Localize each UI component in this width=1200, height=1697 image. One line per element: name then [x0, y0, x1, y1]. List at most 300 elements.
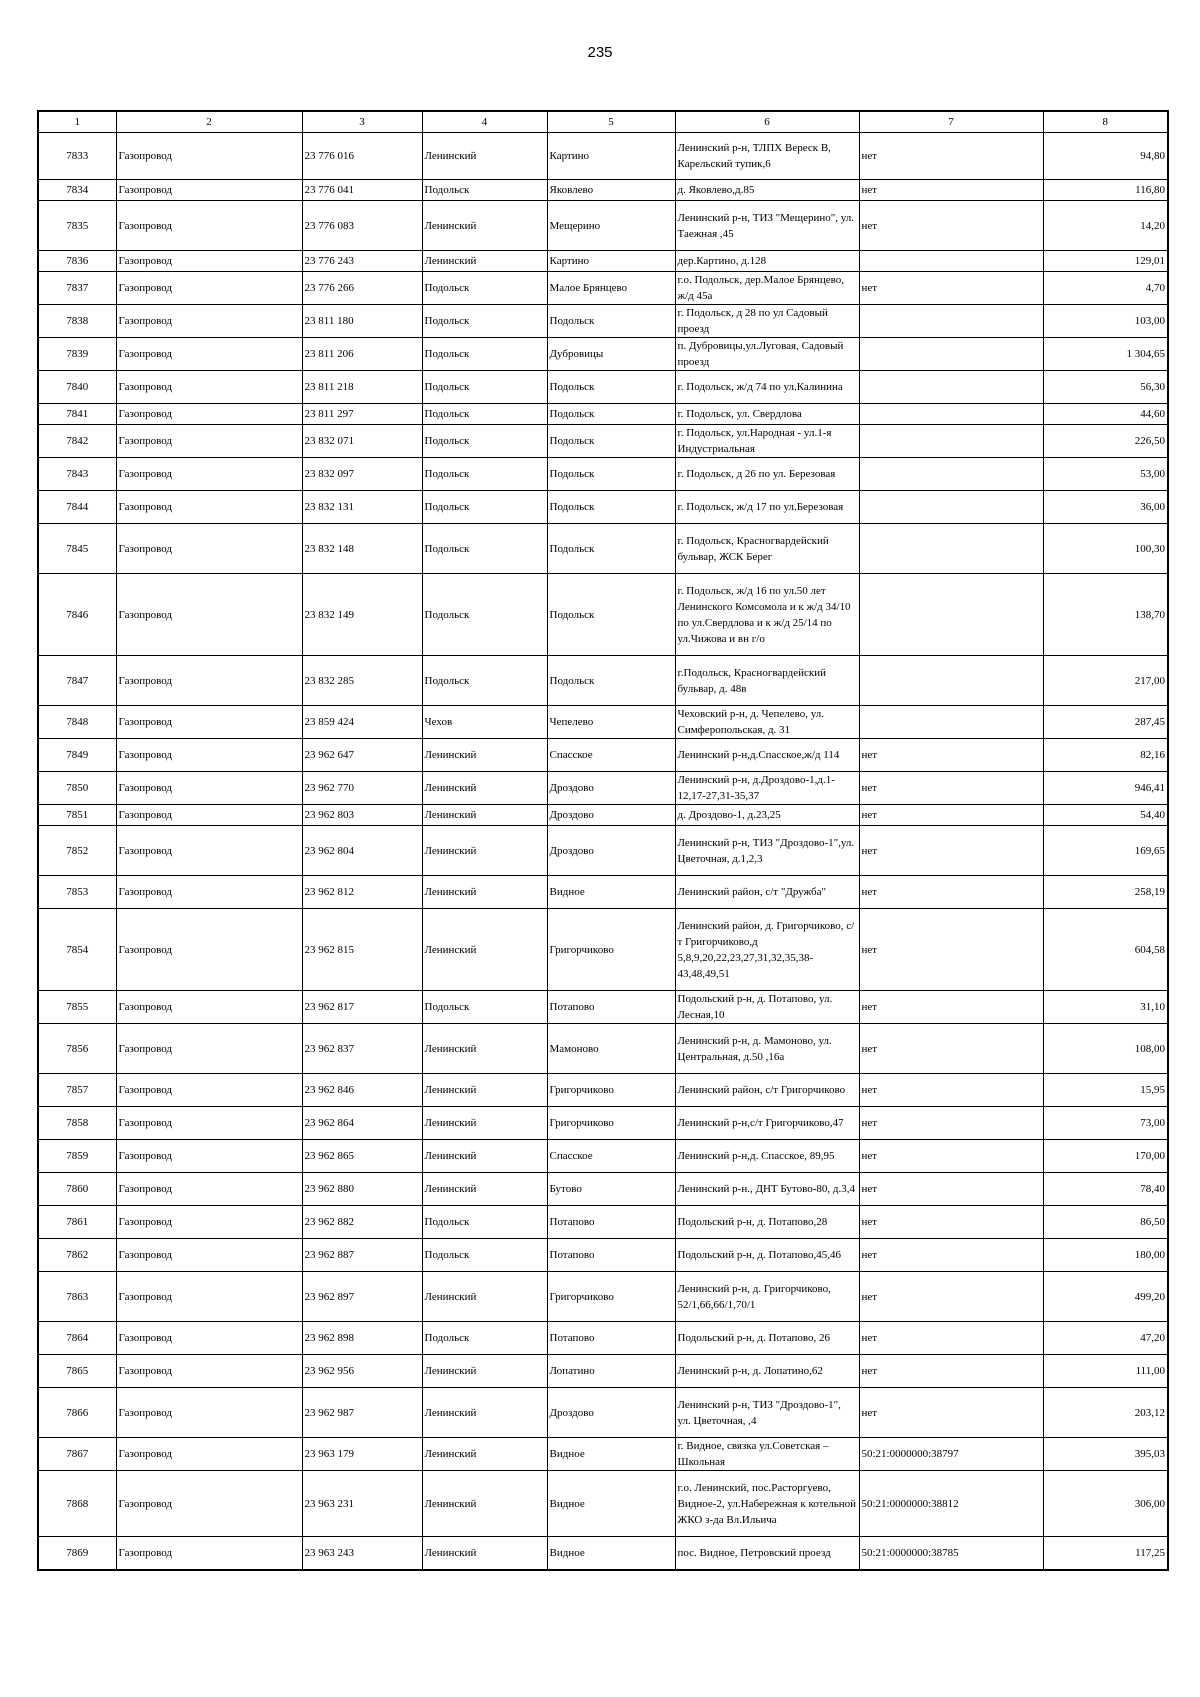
cell-object-type: Газопровод — [116, 739, 302, 772]
table-row — [38, 1537, 1168, 1570]
cell-locality: Дроздово — [547, 826, 675, 876]
cell-cadastral-number: нет — [859, 1024, 1043, 1074]
cell-value: 499,20 — [1043, 1272, 1168, 1322]
cell-locality: Видное — [547, 1438, 675, 1471]
cell-row-number: 7865 — [38, 1355, 116, 1388]
cell-value: 111,00 — [1043, 1355, 1168, 1388]
cell-row-number: 7855 — [38, 991, 116, 1024]
cell-value: 116,80 — [1043, 180, 1168, 201]
cell-locality: Григорчиково — [547, 1272, 675, 1322]
cell-district: Ленинский — [422, 805, 547, 826]
cell-row-number: 7859 — [38, 1140, 116, 1173]
cell-row-number: 7860 — [38, 1173, 116, 1206]
cell-cadastral-number: нет — [859, 909, 1043, 991]
cell-value: 47,20 — [1043, 1322, 1168, 1355]
cell-district: Подольск — [422, 1206, 547, 1239]
cell-object-code: 23 962 804 — [302, 826, 422, 876]
cell-object-code: 23 962 956 — [302, 1355, 422, 1388]
table-row — [38, 1140, 1168, 1173]
cell-row-number: 7856 — [38, 1024, 116, 1074]
cell-district: Подольск — [422, 524, 547, 574]
column-header: 2 — [116, 111, 302, 133]
cell-address: г. Видное, связка ул.Советская – Школьная — [675, 1438, 859, 1471]
cell-locality: Мамоново — [547, 1024, 675, 1074]
cell-object-type: Газопровод — [116, 909, 302, 991]
cell-district: Ленинский — [422, 1388, 547, 1438]
cell-locality: Подольск — [547, 524, 675, 574]
cell-object-code: 23 832 149 — [302, 574, 422, 656]
table-row — [38, 656, 1168, 706]
cell-locality: Подольск — [547, 458, 675, 491]
cell-object-code: 23 962 887 — [302, 1239, 422, 1272]
cell-address: г. Подольск, ж/д 16 по ул.50 лет Ленинского Комсомола и к ж/д 34/10 по ул.Свердлова и к ж/д 25/14 по ул.Чижова и вн г/о — [675, 574, 859, 656]
cell-value: 94,80 — [1043, 133, 1168, 180]
cell-object-type: Газопровод — [116, 1173, 302, 1206]
cell-address: г. Подольск, ул.Народная - ул.1-я Индустриальная — [675, 425, 859, 458]
cell-cadastral-number — [859, 491, 1043, 524]
cell-district: Ленинский — [422, 1355, 547, 1388]
cell-cadastral-number: 50:21:0000000:38797 — [859, 1438, 1043, 1471]
cell-district: Подольск — [422, 1239, 547, 1272]
cell-value: 203,12 — [1043, 1388, 1168, 1438]
table-row — [38, 574, 1168, 656]
cell-address: д. Дроздово-1, д.23,25 — [675, 805, 859, 826]
cell-object-code: 23 776 266 — [302, 272, 422, 305]
cell-object-code: 23 811 206 — [302, 338, 422, 371]
cell-value: 56,30 — [1043, 371, 1168, 404]
cell-district: Подольск — [422, 656, 547, 706]
cell-object-code: 23 776 041 — [302, 180, 422, 201]
cell-value: 82,16 — [1043, 739, 1168, 772]
cell-object-type: Газопровод — [116, 251, 302, 272]
cell-object-code: 23 962 846 — [302, 1074, 422, 1107]
cell-address: дер.Картино, д.128 — [675, 251, 859, 272]
cell-row-number: 7836 — [38, 251, 116, 272]
cell-row-number: 7845 — [38, 524, 116, 574]
cell-object-code: 23 962 865 — [302, 1140, 422, 1173]
cell-district: Подольск — [422, 491, 547, 524]
cell-locality: Спасское — [547, 739, 675, 772]
cell-cadastral-number — [859, 574, 1043, 656]
cell-district: Подольск — [422, 180, 547, 201]
cell-object-code: 23 832 071 — [302, 425, 422, 458]
column-header: 7 — [859, 111, 1043, 133]
cell-row-number: 7833 — [38, 133, 116, 180]
cell-district: Подольск — [422, 1322, 547, 1355]
cell-object-type: Газопровод — [116, 876, 302, 909]
cell-address: Ленинский р-н, д.Дроздово-1,д.1-12,17-27,31-35,37 — [675, 772, 859, 805]
cell-row-number: 7847 — [38, 656, 116, 706]
cell-cadastral-number: 50:21:0000000:38812 — [859, 1471, 1043, 1537]
cell-district: Ленинский — [422, 251, 547, 272]
cell-row-number: 7861 — [38, 1206, 116, 1239]
cell-cadastral-number: нет — [859, 1074, 1043, 1107]
cell-row-number: 7862 — [38, 1239, 116, 1272]
cell-address: г. Подольск, ж/д 74 по ул.Калинина — [675, 371, 859, 404]
cell-object-code: 23 832 131 — [302, 491, 422, 524]
cell-address: Подольский р-н, д. Потапово,45,46 — [675, 1239, 859, 1272]
cell-object-type: Газопровод — [116, 425, 302, 458]
cell-locality: Спасское — [547, 1140, 675, 1173]
cell-value: 258,19 — [1043, 876, 1168, 909]
cell-row-number: 7837 — [38, 272, 116, 305]
cell-locality: Бутово — [547, 1173, 675, 1206]
cell-district: Подольск — [422, 991, 547, 1024]
cell-locality: Подольск — [547, 574, 675, 656]
cell-district: Чехов — [422, 706, 547, 739]
cell-district: Ленинский — [422, 739, 547, 772]
cell-district: Ленинский — [422, 1272, 547, 1322]
cell-object-type: Газопровод — [116, 404, 302, 425]
cell-object-type: Газопровод — [116, 1322, 302, 1355]
cell-value: 395,03 — [1043, 1438, 1168, 1471]
cell-object-code: 23 962 817 — [302, 991, 422, 1024]
cell-value: 604,58 — [1043, 909, 1168, 991]
cell-cadastral-number — [859, 656, 1043, 706]
cell-cadastral-number — [859, 371, 1043, 404]
cell-value: 15,95 — [1043, 1074, 1168, 1107]
cell-cadastral-number: нет — [859, 826, 1043, 876]
table-row — [38, 1107, 1168, 1140]
cell-object-code: 23 962 837 — [302, 1024, 422, 1074]
cell-row-number: 7834 — [38, 180, 116, 201]
table-row — [38, 458, 1168, 491]
cell-district: Подольск — [422, 574, 547, 656]
cell-address: Ленинский р-н,д.Спасское,ж/д 114 — [675, 739, 859, 772]
table-row — [38, 1206, 1168, 1239]
cell-cadastral-number: нет — [859, 991, 1043, 1024]
table-row — [38, 272, 1168, 305]
cell-district: Ленинский — [422, 1471, 547, 1537]
cell-value: 117,25 — [1043, 1537, 1168, 1570]
cell-object-code: 23 962 897 — [302, 1272, 422, 1322]
cell-locality: Подольск — [547, 404, 675, 425]
cell-row-number: 7863 — [38, 1272, 116, 1322]
cell-address: Ленинский р-н,с/т Григорчиково,47 — [675, 1107, 859, 1140]
cell-row-number: 7835 — [38, 201, 116, 251]
cell-object-type: Газопровод — [116, 1024, 302, 1074]
table-row — [38, 805, 1168, 826]
cell-locality: Видное — [547, 876, 675, 909]
cell-value: 226,50 — [1043, 425, 1168, 458]
cell-district: Подольск — [422, 458, 547, 491]
cell-value: 287,45 — [1043, 706, 1168, 739]
cell-locality: Видное — [547, 1471, 675, 1537]
cell-value: 4,70 — [1043, 272, 1168, 305]
cell-row-number: 7866 — [38, 1388, 116, 1438]
cell-object-code: 23 962 812 — [302, 876, 422, 909]
cell-object-type: Газопровод — [116, 1355, 302, 1388]
cell-locality: Лопатино — [547, 1355, 675, 1388]
cell-cadastral-number: нет — [859, 1107, 1043, 1140]
cell-cadastral-number — [859, 251, 1043, 272]
cell-address: Ленинский р-н, ТИЗ "Дроздово-1", ул. Цветочная, ,4 — [675, 1388, 859, 1438]
cell-cadastral-number: нет — [859, 133, 1043, 180]
table-row — [38, 1239, 1168, 1272]
cell-address: Ленинский район, с/т Григорчиково — [675, 1074, 859, 1107]
cell-row-number: 7867 — [38, 1438, 116, 1471]
cell-district: Подольск — [422, 425, 547, 458]
cell-cadastral-number: нет — [859, 1355, 1043, 1388]
cell-object-type: Газопровод — [116, 458, 302, 491]
cell-object-type: Газопровод — [116, 1074, 302, 1107]
cell-cadastral-number: нет — [859, 1206, 1043, 1239]
cell-district: Подольск — [422, 404, 547, 425]
cell-object-code: 23 962 864 — [302, 1107, 422, 1140]
cell-cadastral-number — [859, 524, 1043, 574]
cell-cadastral-number: нет — [859, 201, 1043, 251]
cell-row-number: 7853 — [38, 876, 116, 909]
cell-address: Подольский р-н, д. Потапово, ул. Лесная,10 — [675, 991, 859, 1024]
cell-object-code: 23 962 803 — [302, 805, 422, 826]
cell-object-type: Газопровод — [116, 1272, 302, 1322]
table-row — [38, 1024, 1168, 1074]
cell-row-number: 7844 — [38, 491, 116, 524]
cell-address: г. Подольск, д 28 по ул Садовый проезд — [675, 305, 859, 338]
table-row — [38, 491, 1168, 524]
cell-address: Ленинский р-н, д. Лопатино,62 — [675, 1355, 859, 1388]
cell-value: 1 304,65 — [1043, 338, 1168, 371]
cell-cadastral-number: нет — [859, 1239, 1043, 1272]
cell-address: г.Подольск, Красногвардейский бульвар, д. 48в — [675, 656, 859, 706]
cell-locality: Яковлево — [547, 180, 675, 201]
cell-row-number: 7869 — [38, 1537, 116, 1570]
cell-cadastral-number — [859, 404, 1043, 425]
cell-district: Ленинский — [422, 1107, 547, 1140]
table-row — [38, 1272, 1168, 1322]
cell-address: Ленинский р-н, д. Григорчиково, 52/1,66,66/1,70/1 — [675, 1272, 859, 1322]
column-header: 5 — [547, 111, 675, 133]
cell-address: Подольский р-н, д. Потапово, 26 — [675, 1322, 859, 1355]
cell-locality: Потапово — [547, 991, 675, 1024]
cell-value: 217,00 — [1043, 656, 1168, 706]
cell-object-type: Газопровод — [116, 1239, 302, 1272]
cell-address: Ленинский район, с/т "Дружба" — [675, 876, 859, 909]
cell-object-code: 23 811 218 — [302, 371, 422, 404]
table-row — [38, 991, 1168, 1024]
cell-district: Ленинский — [422, 1537, 547, 1570]
table-row — [38, 180, 1168, 201]
cell-value: 31,10 — [1043, 991, 1168, 1024]
cell-row-number: 7846 — [38, 574, 116, 656]
cell-address: Ленинский район, д. Григорчиково, с/т Григорчиково,д 5,8,9,20,22,23,27,31,32,35,38-43,48,49,51 — [675, 909, 859, 991]
cell-district: Ленинский — [422, 1024, 547, 1074]
table-row — [38, 201, 1168, 251]
table-row — [38, 1322, 1168, 1355]
table-row — [38, 251, 1168, 272]
cell-district: Ленинский — [422, 133, 547, 180]
cell-locality: Подольск — [547, 371, 675, 404]
cell-value: 103,00 — [1043, 305, 1168, 338]
cell-object-type: Газопровод — [116, 338, 302, 371]
column-header: 8 — [1043, 111, 1168, 133]
cell-district: Ленинский — [422, 201, 547, 251]
cell-row-number: 7857 — [38, 1074, 116, 1107]
table-row — [38, 909, 1168, 991]
table-row — [38, 739, 1168, 772]
cell-object-type: Газопровод — [116, 772, 302, 805]
table-row — [38, 425, 1168, 458]
cell-object-type: Газопровод — [116, 491, 302, 524]
cell-address: п. Дубровицы,ул.Луговая, Садовый проезд — [675, 338, 859, 371]
cell-object-type: Газопровод — [116, 826, 302, 876]
cell-address: г. Подольск, д 26 по ул. Березовая — [675, 458, 859, 491]
cell-object-type: Газопровод — [116, 1537, 302, 1570]
cell-object-code: 23 962 770 — [302, 772, 422, 805]
cell-cadastral-number — [859, 458, 1043, 491]
table-row — [38, 371, 1168, 404]
cell-object-type: Газопровод — [116, 524, 302, 574]
cell-object-type: Газопровод — [116, 272, 302, 305]
cell-district: Ленинский — [422, 1140, 547, 1173]
cell-locality: Потапово — [547, 1239, 675, 1272]
cell-object-type: Газопровод — [116, 371, 302, 404]
cell-object-code: 23 962 882 — [302, 1206, 422, 1239]
cell-object-type: Газопровод — [116, 180, 302, 201]
cell-object-code: 23 962 987 — [302, 1388, 422, 1438]
cell-row-number: 7868 — [38, 1471, 116, 1537]
cell-object-type: Газопровод — [116, 706, 302, 739]
cell-value: 108,00 — [1043, 1024, 1168, 1074]
cell-row-number: 7843 — [38, 458, 116, 491]
cell-object-type: Газопровод — [116, 1206, 302, 1239]
table-row — [38, 1074, 1168, 1107]
cell-object-code: 23 963 243 — [302, 1537, 422, 1570]
cell-object-type: Газопровод — [116, 305, 302, 338]
cell-district: Ленинский — [422, 1074, 547, 1107]
cell-object-type: Газопровод — [116, 991, 302, 1024]
cell-cadastral-number: нет — [859, 805, 1043, 826]
cell-locality: Подольск — [547, 491, 675, 524]
cell-object-type: Газопровод — [116, 1471, 302, 1537]
cell-locality: Картино — [547, 133, 675, 180]
cell-value: 73,00 — [1043, 1107, 1168, 1140]
cell-cadastral-number: нет — [859, 739, 1043, 772]
cell-cadastral-number: 50:21:0000000:38785 — [859, 1537, 1043, 1570]
cell-value: 946,41 — [1043, 772, 1168, 805]
cell-object-code: 23 832 285 — [302, 656, 422, 706]
cell-district: Ленинский — [422, 876, 547, 909]
cell-object-type: Газопровод — [116, 805, 302, 826]
cell-cadastral-number: нет — [859, 1173, 1043, 1206]
table-row — [38, 524, 1168, 574]
cell-address: г. Подольск, ж/д 17 по ул.Березовая — [675, 491, 859, 524]
cell-cadastral-number — [859, 305, 1043, 338]
cell-district: Ленинский — [422, 909, 547, 991]
cell-object-code: 23 811 180 — [302, 305, 422, 338]
cell-district: Ленинский — [422, 1173, 547, 1206]
table-row — [38, 338, 1168, 371]
cell-cadastral-number: нет — [859, 1322, 1043, 1355]
cell-value: 86,50 — [1043, 1206, 1168, 1239]
cell-cadastral-number: нет — [859, 180, 1043, 201]
cell-address: г. Подольск, ул. Свердлова — [675, 404, 859, 425]
cell-object-type: Газопровод — [116, 1388, 302, 1438]
cell-locality: Подольск — [547, 656, 675, 706]
cell-row-number: 7864 — [38, 1322, 116, 1355]
table-row — [38, 404, 1168, 425]
cell-cadastral-number: нет — [859, 772, 1043, 805]
cell-district: Подольск — [422, 338, 547, 371]
table-row — [38, 1471, 1168, 1537]
cell-district: Подольск — [422, 371, 547, 404]
cell-address: г.о. Подольск, дер.Малое Брянцево, ж/д 45а — [675, 272, 859, 305]
cell-value: 138,70 — [1043, 574, 1168, 656]
cell-value: 306,00 — [1043, 1471, 1168, 1537]
cell-address: г.о. Ленинский, пос.Расторгуево, Видное-2, ул.Набережная к котельной ЖКО з-да Вл.Ильича — [675, 1471, 859, 1537]
column-header: 4 — [422, 111, 547, 133]
cell-district: Подольск — [422, 305, 547, 338]
cell-locality: Малое Брянцево — [547, 272, 675, 305]
cell-value: 53,00 — [1043, 458, 1168, 491]
table-row — [38, 1173, 1168, 1206]
cell-row-number: 7840 — [38, 371, 116, 404]
cell-address: д. Яковлево,д.85 — [675, 180, 859, 201]
cell-object-type: Газопровод — [116, 133, 302, 180]
cell-object-code: 23 776 243 — [302, 251, 422, 272]
table-row — [38, 772, 1168, 805]
table-row — [38, 706, 1168, 739]
cell-locality: Григорчиково — [547, 909, 675, 991]
cell-locality: Подольск — [547, 305, 675, 338]
page-number: 235 — [587, 44, 613, 61]
cell-locality: Дроздово — [547, 1388, 675, 1438]
cell-value: 100,30 — [1043, 524, 1168, 574]
cell-value: 78,40 — [1043, 1173, 1168, 1206]
cell-row-number: 7858 — [38, 1107, 116, 1140]
cell-row-number: 7841 — [38, 404, 116, 425]
column-header: 3 — [302, 111, 422, 133]
cell-object-code: 23 832 097 — [302, 458, 422, 491]
cell-object-code: 23 776 016 — [302, 133, 422, 180]
cell-value: 180,00 — [1043, 1239, 1168, 1272]
cell-cadastral-number: нет — [859, 876, 1043, 909]
column-header: 6 — [675, 111, 859, 133]
cell-row-number: 7851 — [38, 805, 116, 826]
cell-cadastral-number — [859, 706, 1043, 739]
cell-locality: Картино — [547, 251, 675, 272]
cell-address: Подольский р-н, д. Потапово,28 — [675, 1206, 859, 1239]
cell-address: Ленинский р-н, ТИЗ "Мещерино", ул. Таежная ,45 — [675, 201, 859, 251]
table-row — [38, 1388, 1168, 1438]
cell-address: Ленинский р-н, ТИЗ "Дроздово-1",ул. Цветочная, д.1,2,3 — [675, 826, 859, 876]
cell-locality: Подольск — [547, 425, 675, 458]
table-row — [38, 1438, 1168, 1471]
register-table — [37, 110, 1169, 1571]
cell-row-number: 7849 — [38, 739, 116, 772]
cell-object-code: 23 962 898 — [302, 1322, 422, 1355]
cell-address: Чеховский р-н, д. Чепелево, ул. Симферопольская, д. 31 — [675, 706, 859, 739]
cell-locality: Потапово — [547, 1322, 675, 1355]
cell-object-code: 23 962 647 — [302, 739, 422, 772]
cell-value: 129,01 — [1043, 251, 1168, 272]
cell-value: 36,00 — [1043, 491, 1168, 524]
cell-value: 170,00 — [1043, 1140, 1168, 1173]
cell-locality: Мещерино — [547, 201, 675, 251]
cell-locality: Чепелево — [547, 706, 675, 739]
cell-object-type: Газопровод — [116, 201, 302, 251]
cell-cadastral-number — [859, 338, 1043, 371]
table-row — [38, 826, 1168, 876]
cell-object-code: 23 963 179 — [302, 1438, 422, 1471]
cell-address: г. Подольск, Красногвардейский бульвар, ЖСК Берег — [675, 524, 859, 574]
cell-locality: Григорчиково — [547, 1107, 675, 1140]
cell-object-type: Газопровод — [116, 656, 302, 706]
cell-object-type: Газопровод — [116, 1438, 302, 1471]
table-row — [38, 133, 1168, 180]
cell-row-number: 7838 — [38, 305, 116, 338]
cell-address: Ленинский р-н., ДНТ Бутово-80, д.3,4 — [675, 1173, 859, 1206]
